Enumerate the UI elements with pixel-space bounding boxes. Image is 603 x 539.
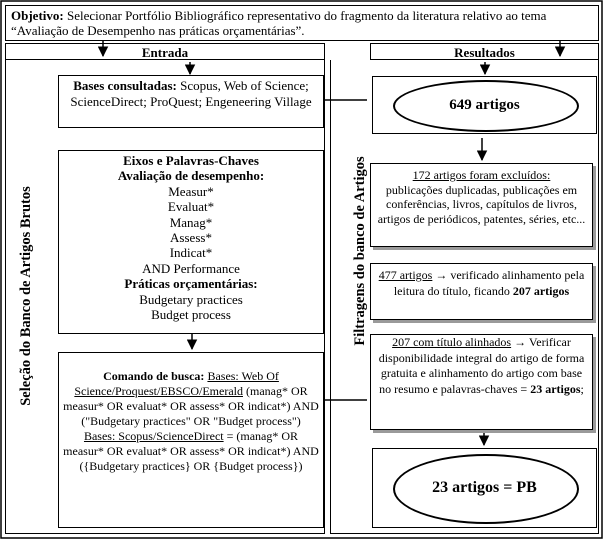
- vertical-label-right: Filtragens do banco de Artigos: [352, 156, 368, 346]
- bases-text: Scopus, Web of Science; ScienceDirect; ProQuest; Engeneering Village: [70, 78, 312, 109]
- aligned-title: 207 com título alinhados: [392, 335, 512, 349]
- search-query-2: = (manag* OR measur* OR evaluat* OR assess* OR indicat*) AND ({Budgetary practices} OR {Budget process}): [63, 429, 319, 473]
- objective-box: [5, 5, 599, 41]
- excluded-text: publicações duplicadas, publicações em conferências, livros, capítulos de livros, artigos de periódicos, patentes, séries, etc...: [377, 182, 586, 226]
- keyword-item: Measur*: [168, 183, 214, 199]
- search-command-title: Comando de busca:: [103, 369, 205, 383]
- search-command-box: [58, 352, 324, 528]
- excluded-title: 172 artigos foram excluídos:: [412, 168, 551, 182]
- bases-box: [58, 75, 324, 128]
- search-bases-2: Bases: Scopus/ScienceDirect: [83, 429, 224, 443]
- aligned-end: ;: [580, 381, 584, 396]
- keyword-item: Indicat*: [169, 245, 213, 261]
- title-check-count: 477 artigos: [378, 268, 433, 282]
- final-pb-box: [372, 448, 597, 528]
- objective-text: Selecionar Portfólio Bibliográfico representativo do fragmento da literatura relativo ao tema “Avaliação de Desempenho nas práticas orçamentárias”.: [11, 8, 547, 38]
- header-resultados: Resultados: [370, 43, 599, 60]
- aligned-result: 23 artigos: [530, 381, 581, 396]
- aligned-text: Verificar disponibilidade integral do artigo de forma gratuita e alinhamento do artigo com base no resumo e palavras-chaves =: [378, 335, 585, 396]
- title-check-result: 207 artigos: [512, 284, 570, 298]
- title-check-box: [370, 263, 593, 320]
- search-query-1: (manag* OR measur* OR evaluat* OR assess* OR indicat*) AND ("Budgetary practices" OR "Budget process"): [63, 384, 319, 428]
- keyword-item: Evaluat*: [167, 199, 215, 215]
- keywords-section2-title: Práticas orçamentárias:: [124, 276, 258, 292]
- keyword-item: AND Performance: [142, 260, 240, 276]
- keywords-section1-title: Avaliação de desempenho:: [117, 168, 265, 184]
- search-bases-1: Bases: Web Of Science/Proquest/EBSCO/Emerald: [74, 369, 279, 398]
- aligned-box: [370, 334, 593, 430]
- final-pb-text: 23 artigos = PB: [432, 479, 537, 496]
- keyword-item: Budget process: [151, 307, 231, 323]
- vertical-label-left: Seleção do Banco de Artigos Brutos: [18, 186, 34, 406]
- articles-total-text: 649 artigos: [449, 96, 520, 113]
- keyword-item: Manag*: [169, 214, 213, 230]
- bases-label: Bases consultadas:: [73, 78, 177, 93]
- header-entrada: Entrada: [5, 43, 325, 60]
- objective-label: Objetivo:: [11, 8, 64, 23]
- keywords-title: Eixos e Palavras-Chaves: [123, 153, 259, 168]
- keyword-item: Budgetary practices: [139, 291, 243, 307]
- articles-total-oval: [372, 76, 597, 134]
- keywords-box: [58, 150, 324, 334]
- excluded-box: [370, 163, 593, 247]
- keyword-item: Assess*: [170, 230, 212, 246]
- title-check-arrow: →: [435, 268, 448, 282]
- aligned-arrow: →: [514, 335, 527, 349]
- title-check-text: verificado alinhamento pela leitura do título, ficando: [393, 268, 585, 298]
